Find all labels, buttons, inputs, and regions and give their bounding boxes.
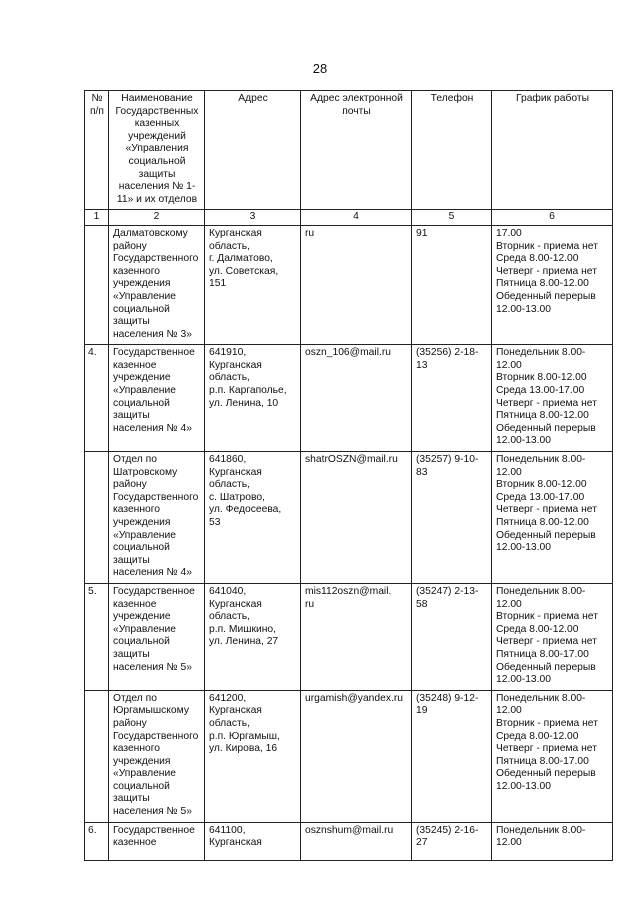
institution-email: osznshum@mail.ru bbox=[301, 822, 412, 860]
institution-email: urgamish@yandex.ru bbox=[301, 690, 412, 822]
column-index-row bbox=[85, 210, 613, 226]
row-number: 6. bbox=[85, 822, 109, 860]
institution-name: Государственное казенное bbox=[109, 822, 205, 860]
row-number bbox=[85, 690, 109, 822]
institution-address: 641910, Курганская область, р.п. Каргаполье, ул. Ленина, 10 bbox=[205, 345, 301, 452]
column-index: 6 bbox=[492, 210, 613, 226]
institution-email: mis112oszn@mail. ru bbox=[301, 583, 412, 690]
header-name: Наименование Государственных казенных учреждений «Управления социальной защиты населения № 1- 11» и их отделов bbox=[109, 91, 205, 210]
institution-address: 641040, Курганская область, р.п. Мишкино, ул. Ленина, 27 bbox=[205, 583, 301, 690]
institution-address: 641860, Курганская область, с. Шатрово, ул. Федосеева, 53 bbox=[205, 452, 301, 584]
institution-address: 641200, Курганская область, р.п. Юргамыш, ул. Кирова, 16 bbox=[205, 690, 301, 822]
institution-name: Государственное казенное учреждение «Управление социальной защиты населения № 5» bbox=[109, 583, 205, 690]
institutions-table bbox=[84, 90, 613, 861]
institution-address: Курганская область, г. Далматово, ул. Советская, 151 bbox=[205, 225, 301, 344]
institution-name: Отдел по Юргамышскому району Государственного казенного учреждения «Управление социальной защиты населения № 5» bbox=[109, 690, 205, 822]
work-schedule: 17.00 Вторник - приема нет Среда 8.00-12.00 Четверг - приема нет Пятница 8.00-12.00 Обеденный перерыв 12.00-13.00 bbox=[492, 225, 613, 344]
work-schedule: Понедельник 8.00- 12.00 Вторник 8.00-12.00 Среда 13.00-17.00 Четверг - приема нет Пятница 8.00-12.00 Обеденный перерыв 12.00-13.00 bbox=[492, 345, 613, 452]
institution-phone: (35256) 2-18-13 bbox=[412, 345, 492, 452]
institution-email: oszn_106@mail.ru bbox=[301, 345, 412, 452]
header-num: № п/п bbox=[85, 91, 109, 210]
table-row bbox=[85, 822, 613, 860]
page-number: 28 bbox=[312, 61, 328, 76]
institution-phone: (35247) 2-13-58 bbox=[412, 583, 492, 690]
header-address: Адрес bbox=[205, 91, 301, 210]
table-row bbox=[85, 225, 613, 344]
column-index: 5 bbox=[412, 210, 492, 226]
row-number bbox=[85, 225, 109, 344]
column-index: 4 bbox=[301, 210, 412, 226]
work-schedule: Понедельник 8.00- 12.00 Вторник 8.00-12.00 Среда 13.00-17.00 Четверг - приема нет Пятница 8.00-12.00 Обеденный перерыв 12.00-13.00 bbox=[492, 452, 613, 584]
column-index: 2 bbox=[109, 210, 205, 226]
row-number: 4. bbox=[85, 345, 109, 452]
institution-email: shatrOSZN@mail.ru bbox=[301, 452, 412, 584]
institution-address: 641100, Курганская bbox=[205, 822, 301, 860]
row-number bbox=[85, 452, 109, 584]
institution-phone: 91 bbox=[412, 225, 492, 344]
table-row bbox=[85, 452, 613, 584]
header-phone: Телефон bbox=[412, 91, 492, 210]
table-row bbox=[85, 345, 613, 452]
institution-name: Далматовскому району Государственного казенного учреждения «Управление социальной защиты населения № 3» bbox=[109, 225, 205, 344]
institution-name: Отдел по Шатровскому району Государственного казенного учреждения «Управление социальной защиты населения № 4» bbox=[109, 452, 205, 584]
work-schedule: Понедельник 8.00- 12.00 Вторник - приема нет Среда 8.00-12.00 Четверг - приема нет Пятница 8.00-17.00 Обеденный перерыв 12.00-13.00 bbox=[492, 583, 613, 690]
row-number: 5. bbox=[85, 583, 109, 690]
column-index: 1 bbox=[85, 210, 109, 226]
table-row bbox=[85, 690, 613, 822]
institution-name: Государственное казенное учреждение «Управление социальной защиты населения № 4» bbox=[109, 345, 205, 452]
institution-phone: (35257) 9-10-83 bbox=[412, 452, 492, 584]
institution-phone: (35248) 9-12-19 bbox=[412, 690, 492, 822]
institution-email: ru bbox=[301, 225, 412, 344]
header-email: Адрес электронной почты bbox=[301, 91, 412, 210]
header-schedule: График работы bbox=[492, 91, 613, 210]
work-schedule: Понедельник 8.00- 12.00 Вторник - приема нет Среда 8.00-12.00 Четверг - приема нет Пятница 8.00-17.00 Обеденный перерыв 12.00-13.00 bbox=[492, 690, 613, 822]
header-row bbox=[85, 91, 613, 210]
column-index: 3 bbox=[205, 210, 301, 226]
institution-phone: (35245) 2-16-27 bbox=[412, 822, 492, 860]
table-row bbox=[85, 583, 613, 690]
work-schedule: Понедельник 8.00- 12.00 bbox=[492, 822, 613, 860]
